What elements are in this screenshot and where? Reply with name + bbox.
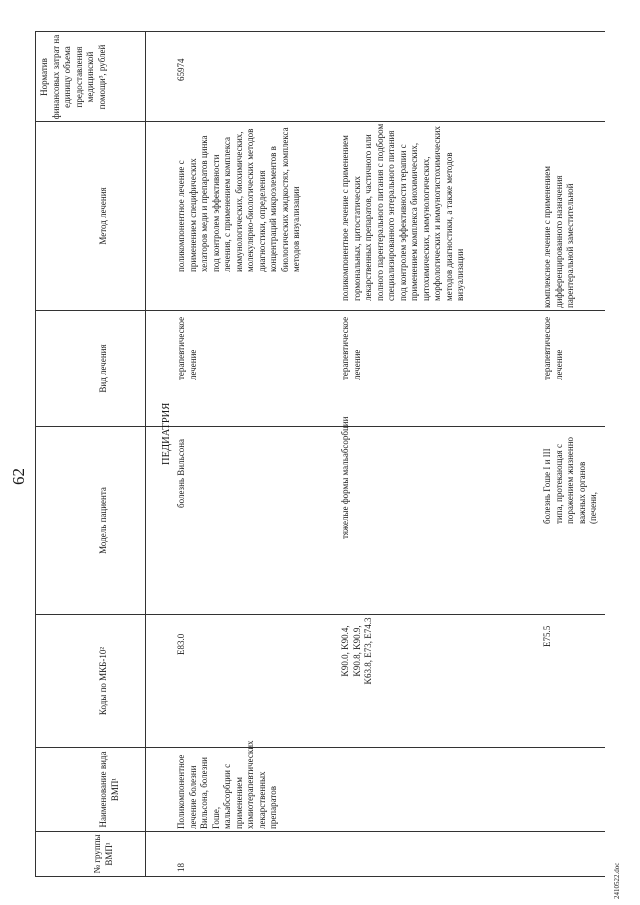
- column-divider: [35, 614, 605, 615]
- header-treatment-method: Метод лечения: [98, 187, 108, 245]
- row-3-model: болезнь Гоше I и III типа, протекающая с поражением жизненно важных органов (печени,: [542, 436, 598, 524]
- header-cost-norm: Норматив финансовых затрат на единицу объема предоставления медицинской помощи³, рублей: [39, 34, 107, 120]
- row-1-model: болезнь Вильсона: [176, 438, 186, 508]
- row-1-treatment-method: поликомпонентное лечение с применением специфических хелаторов меди и препаратов цинка под контролем эффективности лечения, с применением комплекса иммунологических, биохимических, молекулярно-биологических методов диагностики, определения концентраций микроэлементов в биологических жидкостях, комплекса методов визуализации: [176, 127, 301, 272]
- header-separator: [145, 32, 146, 877]
- row-3-codes: E75.5: [542, 625, 552, 647]
- header-patient-model: Модель пациента: [98, 487, 108, 554]
- group-number: 18: [176, 863, 186, 872]
- column-divider: [35, 747, 605, 748]
- row-1-cost: 65974: [176, 58, 186, 81]
- header-mkb-codes: Коды по МКБ-10²: [98, 646, 108, 716]
- row-1-treatment-type: терапевтическое лечение: [176, 316, 198, 380]
- row-2-codes: K90.0, K90.4, K90.8, K90.9, K63.8, E73, E74.3: [340, 617, 373, 685]
- table-border-top: [35, 32, 36, 877]
- row-1-codes: E83.0: [176, 633, 186, 655]
- row-2-treatment-method: поликомпонентное лечение с применением гормональных, цитостатических лекарственных препаратов, частичного или полного парентерального питания с подбором специализированного энтерального питания под контролем эффективности терапии с применением комплекса биохимических, цитохимических, иммунологических, морфологических и иммуногистохимических методов диагностики, а также методов визуализации: [340, 123, 465, 301]
- header-group-number: № группы ВМП¹: [92, 834, 114, 874]
- header-treatment-type: Вид лечения: [98, 344, 108, 393]
- table-border-right: [35, 31, 605, 32]
- group-name: Поликомпонентное лечение болезни Вильсона, болезни Гоше, мальабсорбции с применением химиотерапевтических лекарственных препаратов: [176, 740, 278, 829]
- header-vmp-name: Наименование вида ВМП¹: [98, 751, 120, 828]
- column-divider: [35, 426, 605, 427]
- document-code: 2410522.doc: [613, 862, 621, 899]
- table-border-left: [35, 876, 605, 877]
- page-number: 62: [9, 468, 28, 485]
- row-2-treatment-type: терапевтическое лечение: [340, 316, 362, 380]
- section-title: ПЕДИАТРИЯ: [161, 402, 172, 465]
- column-divider: [35, 121, 605, 122]
- column-divider: [35, 310, 605, 311]
- row-3-treatment-method: комплексное лечение с применением дифференцированного назначения парентеральной заместительной: [542, 166, 575, 308]
- column-divider: [35, 831, 605, 832]
- row-3-treatment-type: терапевтическое лечение: [542, 316, 564, 380]
- row-2-model: тяжелые формы мальабсорбции: [340, 416, 350, 539]
